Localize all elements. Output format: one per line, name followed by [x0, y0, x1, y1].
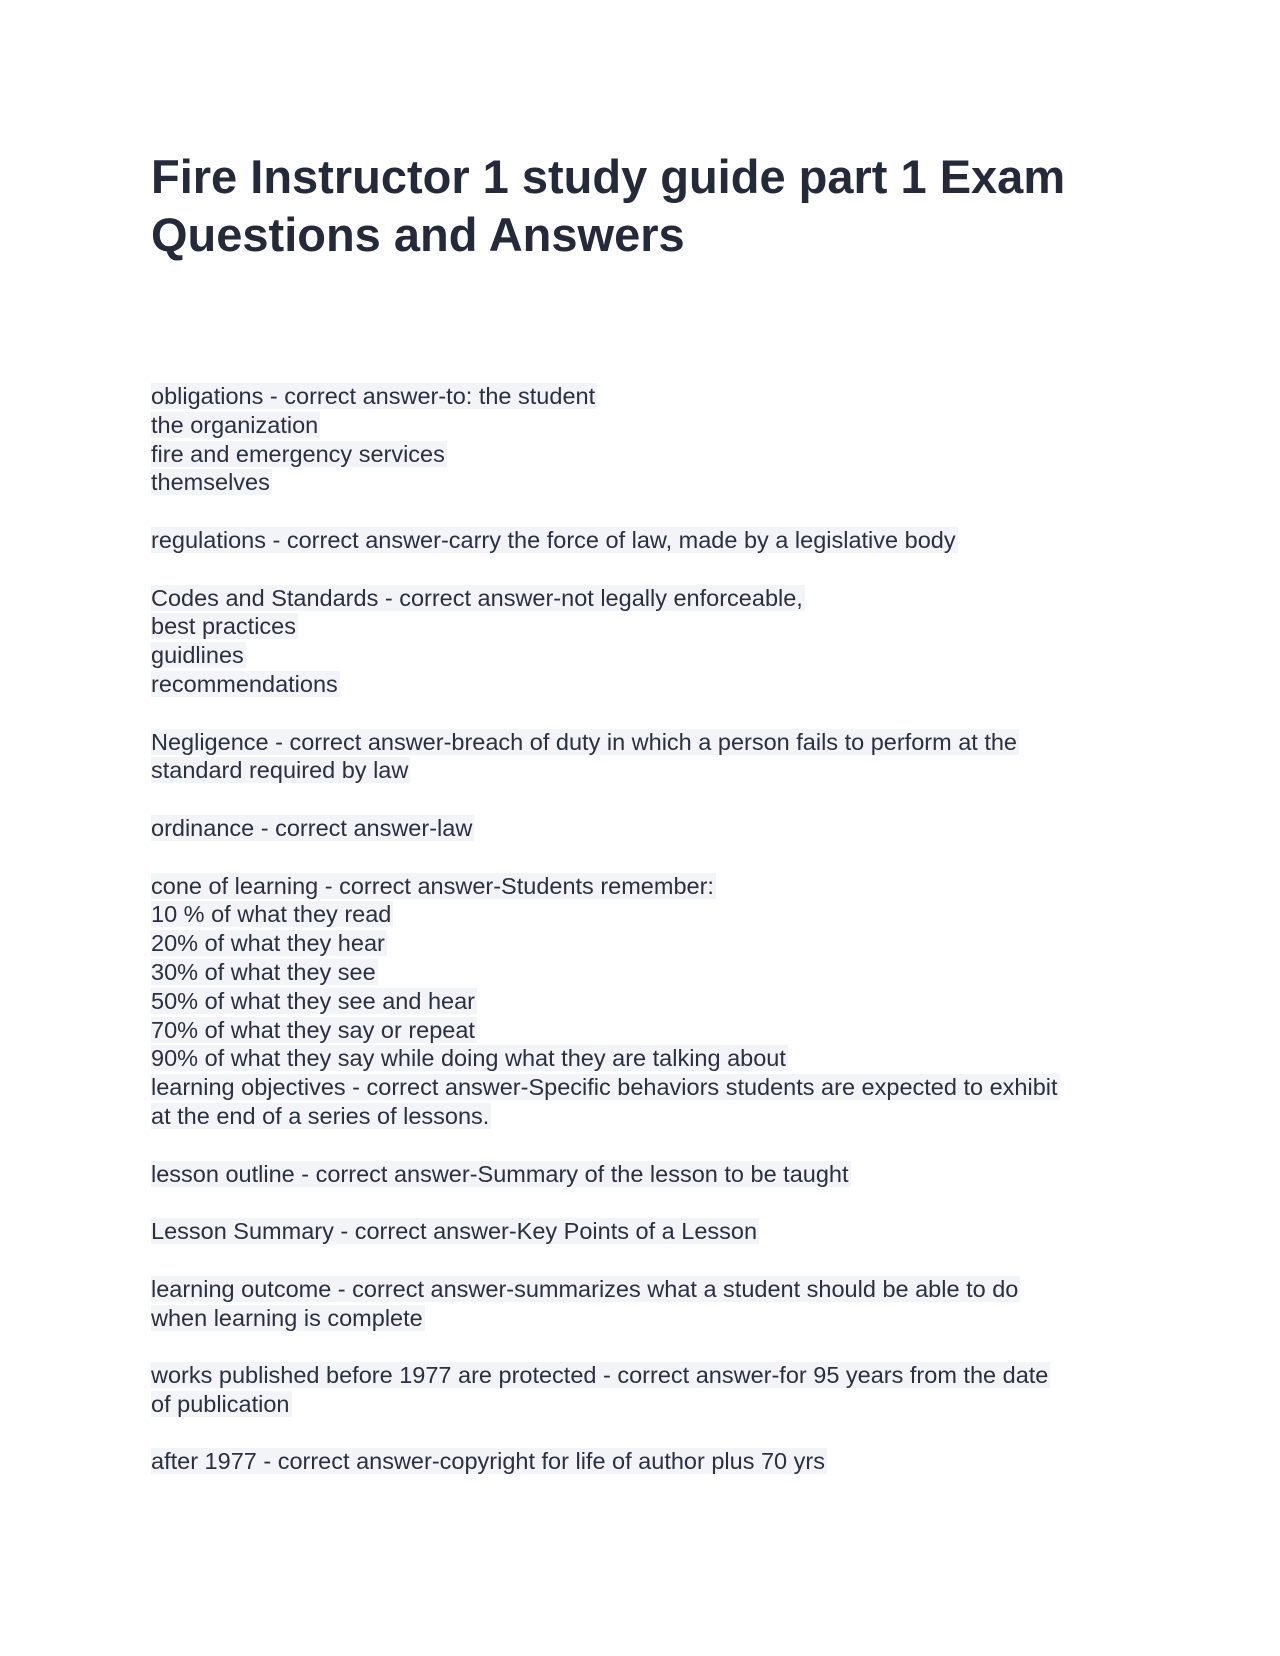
qa-line: fire and emergency services [151, 440, 445, 467]
qa-entry-lesson-outline [151, 1160, 1151, 1189]
qa-line: learning objectives - correct answer-Specific behaviors students are expected to exhibit [151, 1074, 1058, 1101]
qa-line: 70% of what they say or repeat [151, 1016, 475, 1043]
qa-line: Lesson Summary - correct answer-Key Points of a Lesson [151, 1218, 758, 1245]
qa-entry-works-before-1977 [151, 1361, 1151, 1419]
qa-line: regulations - correct answer-carry the force of law, made by a legislative body [151, 526, 956, 553]
qa-line: 50% of what they see and hear [151, 987, 475, 1014]
qa-line: learning outcome - correct answer-summarizes what a student should be able to do [151, 1275, 1019, 1302]
qa-entry-learning-outcome [151, 1275, 1151, 1333]
qa-line: standard required by law [151, 757, 409, 784]
document-title [151, 148, 1151, 264]
qa-entry-ordinance [151, 814, 1151, 843]
qa-entry-codes-and-standards [151, 584, 1151, 699]
qa-line: 20% of what they hear [151, 930, 385, 957]
qa-entry-regulations [151, 526, 1151, 555]
qa-entry-lesson-summary [151, 1217, 1151, 1246]
qa-line: of publication [151, 1390, 290, 1417]
qa-line: after 1977 - correct answer-copyright for life of author plus 70 yrs [151, 1448, 825, 1475]
qa-list [151, 382, 1151, 1476]
qa-entry-negligence [151, 728, 1151, 786]
qa-line: when learning is complete [151, 1304, 423, 1331]
qa-line: ordinance - correct answer-law [151, 814, 473, 841]
qa-line: cone of learning - correct answer-Students remember: [151, 872, 714, 899]
qa-line: Negligence - correct answer-breach of duty in which a person fails to perform at the [151, 728, 1018, 755]
title-line-1: Fire Instructor 1 study guide part 1 Exam [151, 150, 1066, 203]
qa-line: recommendations [151, 670, 338, 697]
title-line-2: Questions and Answers [151, 208, 685, 261]
qa-entry-cone-of-learning [151, 872, 1151, 1131]
qa-line: works published before 1977 are protected - correct answer-for 95 years from the date [151, 1362, 1049, 1389]
qa-line: 90% of what they say while doing what they are talking about [151, 1045, 786, 1072]
qa-line: at the end of a series of lessons. [151, 1102, 490, 1129]
qa-entry-after-1977 [151, 1447, 1151, 1476]
qa-line: the organization [151, 411, 319, 438]
qa-line: 30% of what they see [151, 958, 376, 985]
qa-line: 10 % of what they read [151, 901, 392, 928]
qa-line: guidlines [151, 642, 244, 669]
qa-entry-obligations [151, 382, 1151, 497]
qa-line: best practices [151, 613, 296, 640]
qa-line: Codes and Standards - correct answer-not legally enforceable, [151, 584, 803, 611]
qa-line: obligations - correct answer-to: the student [151, 383, 596, 409]
qa-line: themselves [151, 469, 270, 496]
qa-line: lesson outline - correct answer-Summary of the lesson to be taught [151, 1160, 849, 1187]
